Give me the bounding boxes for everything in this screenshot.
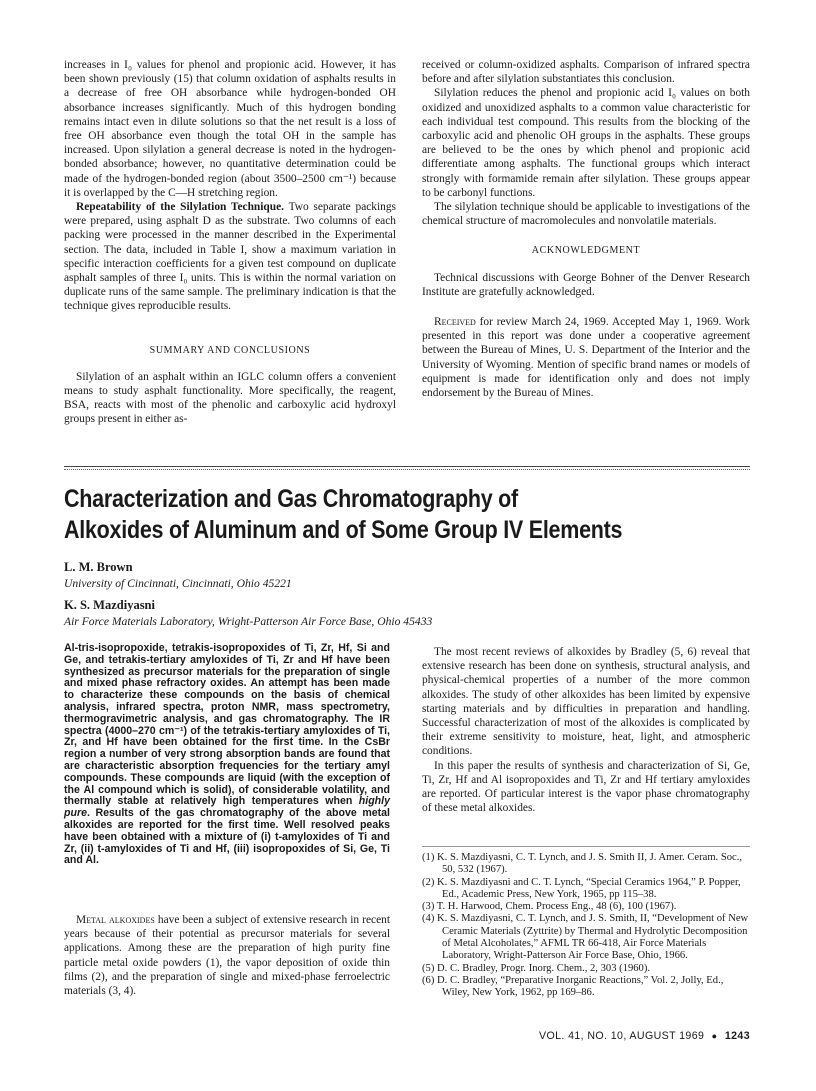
footnote-rule [422,846,750,847]
body-paragraph [64,200,396,314]
abstract-text: Al-tris-isopropoxide, tetrakis-isopropoxides of Ti, Zr, Hf, Si and Ge, and tetrakis-tertiary amyloxides of Ti, Zr and Hf have been synthesized as precursor materials for the preparation of single and mixed phase refractory oxides. An attempt has been made to characterize these compounds on the basis of chemical analysis, infrared spectra, proton NMR, mass spectrometry, thermogravimetric analysis, and gas chromatography. The IR spectra (4000–270 cm⁻¹) of the tetrakis-tertiary amyloxides of Ti, Zr, and Hf have been obtained for the first time. In the CsBr region a number of very strong absorption bands are found that are characteristic absorption frequencies for the tertiary amyl compounds. These compounds are liquid (with the exception of the Al compound which is solid), of considerable volatility, and thermally stable at relatively high temperatures when [64,642,390,808]
reference-item: (5) D. C. Bradley, Progr. Inorg. Chem., 2, 303 (1960). [422,962,651,974]
received-note [422,315,750,400]
journal-issue: VOL. 41, NO. 10, AUGUST 1969 [539,1030,705,1042]
title-line-1: Characterization and Gas Chromatography of [64,485,518,513]
reference-item: (1) K. S. Mazdiyasni, C. T. Lynch, and J. S. Smith II, J. Amer. Ceram. Soc., 50, 532 (1967). [422,852,743,876]
article-title [64,484,657,546]
previous-article-left-column [64,58,396,427]
introduction-left-column [64,913,390,998]
author-name: L. M. Brown [64,560,133,574]
reference-item: (6) D. C. Bradley, “Preparative Inorganic Reactions,” Vol. 2, Jolly, Ed., Wiley, New York, 1962, pp 169–86. [422,974,724,999]
page-number: 1243 [724,1030,750,1042]
section-divider-dotted [64,469,750,470]
paragraph-text: Two separate packings were prepared, using asphalt D as the substrate. Two columns of each packing were processed in the manner described in the Experimental section. The data, included in Table I, show a maximum variation in specific interaction coefficients for a given test compound on duplicate asphalt samples of three I₀ units. This is within the normal variation on duplicate runs of the same sample. The preliminary indication is that the technique gives reproducible results. [64,201,396,313]
page-footer [505,1030,750,1042]
abstract [64,643,390,867]
received-text: for review March 24, 1969. Accepted May 1, 1969. Work presented in this report was done under a cooperative agreement between the Bureau of Mines, U. S. Department of the Interior and the University of Wyoming. Mention of specific brand names or models of equipment is made for identification only and does not imply endorsement by the Bureau of Mines. [422,316,750,400]
body-paragraph: Silylation reduces the phenol and propionic acid I₀ values on both oxidized and unoxidized asphalts to a common value characteristic for each individual test compound. This results from the blocking of the carboxylic acid and phenolic OH groups in the asphalts. These groups are believed to be the ones by which phenol and propionic acid differentiate among asphalts. The functional groups which interact strongly with formamide remain after silylation. These groups appear to be carbonyl functions. [422,87,750,199]
body-paragraph: received or column-oxidized asphalts. Comparison of infrared spectra before and after silylation substantiates this conclusion. [422,59,750,86]
run-in-heading: Repeatability of the Silylation Technique. [76,201,284,214]
acknowledgment-text: Technical discussions with George Bohner of the Denver Research Institute are gratefully acknowledged. [422,271,750,298]
section-divider [64,466,750,467]
section-heading-summary: SUMMARY AND CONCLUSIONS [149,344,311,356]
introduction-right-column [422,645,750,815]
body-paragraph: The silylation technique should be applicable to investigations of the chemical structure of macromolecules and nonvolatile materials. [422,201,750,228]
reference-item: (4) K. S. Mazdiyasni, C. T. Lynch, and J. S. Smith, II, “Development of New Ceramic Materials (Zyttrite) by Thermal and Hydrolytic Decomposition of Metal Alcoholates,” AFML TR 66-418, Air Force Materials Laboratory, Wright-Patterson Air Force Base, Ohio, 1966. [422,913,749,962]
body-paragraph: increases in I₀ values for phenol and propionic acid. However, it has been shown previously (15) that column oxidation of asphalts results in a decrease of free OH absorbance while hydrogen-bonded OH absorbance increases significantly. Much of this hydrogen bonding remains intact even in dilute solutions so that the net result is a loss of free OH absorbance even though the total OH in the sample has increased. Upon silylation a general decrease is noted in the hydrogen-bonded absorbance; however, no quantitative determination could be made of the hydrogen-bonded region (about 3500–2500 cm⁻¹) because it is overlapped by the C—H stretching region. [64,59,396,199]
author-affiliation: Air Force Materials Laboratory, Wright-Patterson Air Force Base, Ohio 45433 [64,615,433,628]
title-line-2: Alkoxides of Aluminum and of Some Group IV Elements [64,516,623,544]
reference-list [422,852,750,1000]
body-paragraph [64,913,390,998]
abstract-emphasis: highly pure [64,795,390,820]
bullet-icon: ● [711,1031,718,1041]
author-name: K. S. Mazdiyasni [64,598,155,612]
paragraph-text: have been a subject of extensive research in recent years because of their potential as precursor materials for several applications. Among these are the preparation of high purity fine particle metal oxide powders (1), the vapor deposition of oxide thin films (2), and the preparation of single and mixed-phase ferroelectric materials (3, 4). [64,914,391,998]
reference-item: (3) T. H. Harwood, Chem. Process Eng., 48 (6), 100 (1967). [422,901,677,913]
abstract-text: . Results of the gas chromatography of the above metal alkoxides are reported for the first time. Well resolved peaks have been obtained with a mixture of (i) t-amyloxides of Ti and Zr, (ii) t-amyloxides of Ti and Hf, (iii) isopropoxides of Si, Ge, Ti and Al. [64,807,390,867]
previous-article-right-column [422,58,750,400]
body-paragraph: Silylation of an asphalt within an IGLC column offers a convenient means to study asphalt functionality. More specifically, the reagent, BSA, reacts with most of the phenolic and carboxylic acid hydroxyl groups present in either as- [64,370,396,426]
opening-words: Metal alkoxides [76,914,155,926]
body-paragraph: In this paper the results of synthesis and characterization of Si, Ge, Ti, Zr, Hf and Al isopropoxides and Ti, Zr and Hf tertiary amyloxides are reported. Of particular interest is the vapor phase chromatography of these metal alkoxides. [422,759,750,815]
received-lead: Received [434,316,476,329]
reference-item: (2) K. S. Mazdiyasni and C. T. Lynch, “Special Ceramics 1964,” P. Popper, Ed., Academic Press, New York, 1965, pp 115–38. [422,876,741,900]
section-heading-acknowledgment: ACKNOWLEDGMENT [531,245,641,257]
body-paragraph: The most recent reviews of alkoxides by Bradley (5, 6) reveal that extensive research has been done on synthesis, structural analysis, and physical-chemical properties of a number of the more common alkoxides. The study of other alkoxides has been limited by expensive starting materials and by difficulties in preparation and handling. Successful characterization of most of the alkoxides is complicated by their extreme sensitivity to moisture, heat, light, and atmospheric conditions. [422,646,750,758]
author-affiliation: University of Cincinnati, Cincinnati, Ohio 45221 [64,577,292,590]
